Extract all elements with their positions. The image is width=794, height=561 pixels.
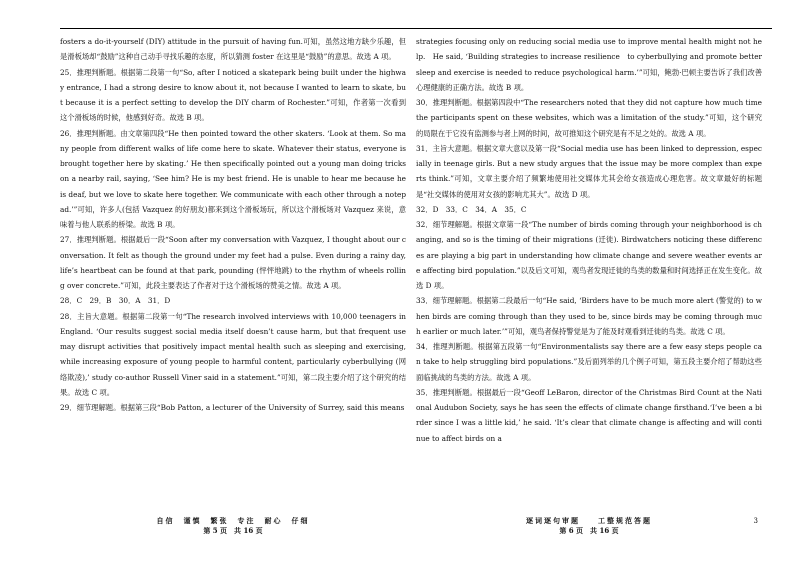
right-column — [416, 34, 762, 504]
left-column — [60, 34, 406, 504]
answer-paragraph: 33．细节理解题。根据第二段最后一句“He said, ‘Birders have to be much more alert (警觉的) to when birds are coming through than they used to be, since birds may be coming through much earlier or much later.’”可知，观鸟者保持警觉是为了能及时观看到迁徙的鸟类。故选 C 项。 — [416, 296, 762, 336]
answer-paragraph: 25．推理判断题。根据第二段第一句“So, after I noticed a skatepark being built under the highway entrance, I had a strong desire to know about it, not because I wanted to learn to skate, but because it is a perfect setting to develop the DIY charm of Rochester.”可知，作者第一次看到这个滑板场的时候，他感到好奇。故选 B 项。 — [60, 67, 406, 123]
answer-paragraph: 26．推理判断题。由文章第四段“He then pointed toward the other skaters. ‘Look at them. So many people from different walks of life come here to skate. Whatever their status, everyone is brought together here by skating.’ He then specifically pointed out a young man doing tricks on a nearby rail, saying, ‘See him? He is my best friend. He is unable to hear me because he is deaf, but we love to skate here together. We communicate with each other through a notepad.’”可知，许多人(包括 Vazquez 的好朋友)都来到这个滑板场玩，所以这个滑板场对 Vazquez 来说，意味着与他人联系的桥梁。故选 B 项。 — [60, 128, 406, 229]
answer-key-line: 32．D 33．C 34．A 35．C — [416, 204, 527, 214]
footer-motto: 自信 谨慎 繁张 专注 耐心 仔细 — [156, 516, 310, 525]
header-rule — [60, 28, 772, 29]
footer-page-count: 第 6 页 共 16 页 — [559, 526, 619, 535]
footer-motto: 逐词逐句审题 工整规范答题 — [526, 516, 652, 525]
answer-paragraph: 34．推理判断题。根据第五段第一句“Environmentalists say there are a few easy steps people can take to help struggling bird populations.”及后面列举的几个例子可知，第五段主要介绍了帮助这些面临挑战的鸟类的方法。故选 A 项。 — [416, 342, 762, 382]
answer-paragraph: 27．推理判断题。根据最后一段“Soon after my conversation with Vazquez, I thought about our conversation. It felt as though the ground under my feet had a pulse. Even during a rainy day, life’s heartbeat can be found at that park, pounding (怦怦地跳) to the rhythm of wheels rolling over concrete.”可知，此段主要表达了作者对于这个滑板场的赞美之情。故选 A 项。 — [60, 235, 406, 290]
answer-paragraph: fosters a do-it-yourself (DIY) attitude in the pursuit of having fun.可知，虽然这地方缺少乐趣，但是滑板场却“鼓励”这种自己动手寻找乐趣的态度，所以猜测 foster 在这里是“鼓励”的意思。故选 A 项。 — [60, 37, 406, 62]
answer-key-line: 28．C 29．B 30．A 31．D — [60, 296, 171, 306]
answer-paragraph: 30．推理判断题。根据第四段中“The researchers noted that they did not capture how much time the participants spent on these websites, which was a limitation of the study.”可知，这个研究的局限在于它没有监测参与者上网的时间，故可推知这个研究是有不足之处的。故选 A 项。 — [416, 98, 762, 138]
footer-left — [60, 516, 406, 536]
footer-page-count: 第 5 页 共 16 页 — [203, 526, 263, 535]
sheet-number: 3 — [753, 517, 758, 525]
footer-right — [416, 516, 762, 536]
answer-paragraph: 28．主旨大意题。根据第二段第一句“The research involved interviews with 10,000 teenagers in England. ‘Our results suggest social media itself doesn’t cause harm, but that frequent use may disrupt activities that positively impact mental health such as sleeping and exercising, while increasing exposure of young people to harmful content, particularly cyberbullying (网络欺凌),’ study co-author Russell Viner said in a statement.”可知，第二段主要介绍了这个研究的结果。故选 C 项。 — [60, 311, 406, 397]
answer-paragraph: 35．推理判断题。根据最后一段“Geoff LeBaron, director of the Christmas Bird Count at the National Audubon Society, says he has seen the effects of climate change firsthand.‘I’ve been a birder since I was a little kid,’ he said. ‘It’s clear that climate change is affecting and will continue to affect birds on a — [416, 387, 762, 443]
answer-paragraph: 31．主旨大意题。根据文章大意以及第一段“Social media use has been linked to depression, especially in teenage girls. But a new study argues that the issue may be more complex than experts think.”可知，文章主要介绍了频繁地使用社交媒体尤其会给女孩造成心理危害。故文章最好的标题是“社交媒体的使用对女孩的影响尤其大”。故选 D 项。 — [416, 143, 762, 199]
answer-paragraph: strategies focusing only on reducing social media use to improve mental health might not help. He said, ‘Building strategies to increase resilience to cyberbullying and promote better sleep and exercise is needed to reduce psychological harm.’”可知，鲍勃·巴顿主要告诉了我们改善心理健康的正确方法。故选 B 项。 — [416, 37, 762, 92]
answer-paragraph: 32．细节理解题。根据文章第一段“The number of birds coming through your neighborhood is changing, and so is the timing of their migrations (迁徙). Birdwatchers noticing these differences are playing a big part in understanding how climate change and severe weather events are affecting bird population.”以及后文可知，观鸟者发现迁徙的鸟类的数量和时间选择正在发生变化。故选 D 项。 — [416, 220, 762, 290]
answer-paragraph: 29．细节理解题。根据第三段“Bob Patton, a lecturer of the University of Surrey, said this means — [60, 403, 405, 412]
